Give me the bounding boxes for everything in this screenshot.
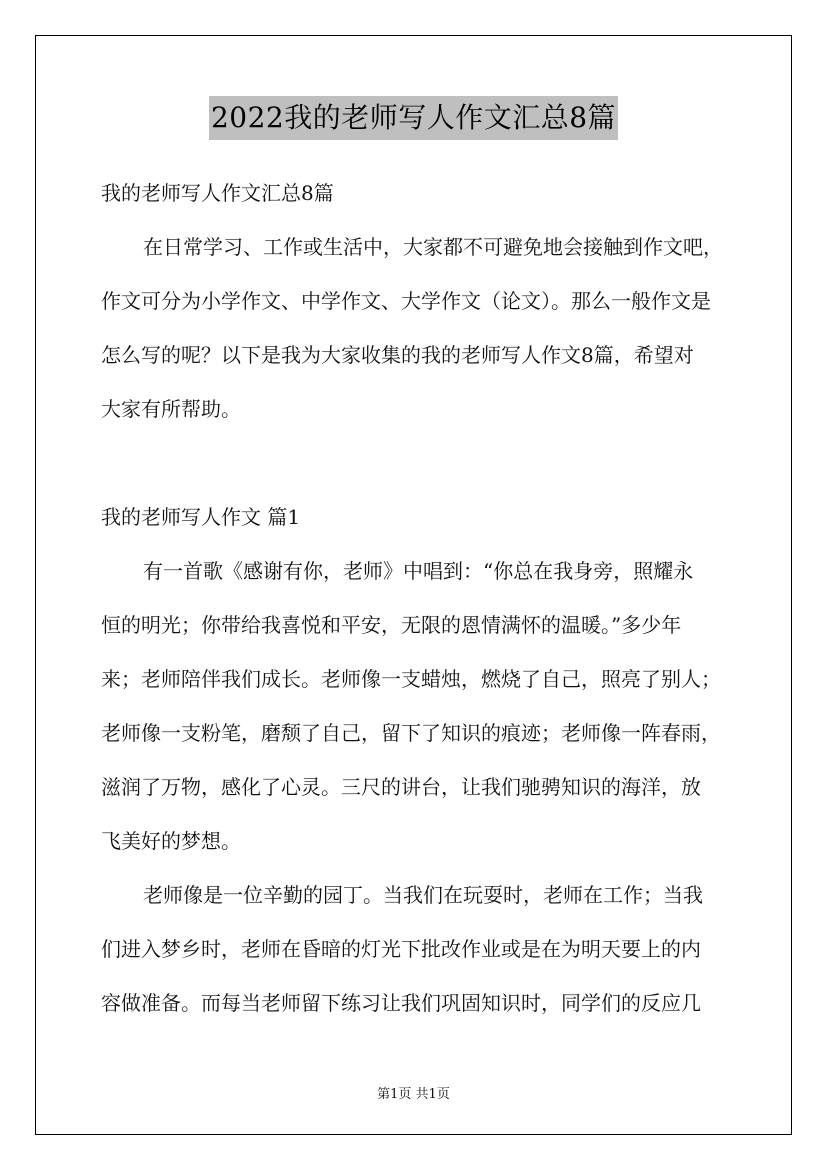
paragraph-line: 有一首歌《感谢有你，老师》中唱到：“你总在我身旁，照耀永 xyxy=(143,559,694,583)
page-number-footer: 第1页 共1页 xyxy=(377,1087,450,1102)
paragraph-line: 老师像一支粉笔，磨颓了自己，留下了知识的痕迹；老师像一阵春雨， xyxy=(101,721,721,745)
body-paragraph-1 xyxy=(101,544,728,868)
intro-line: 大家有所帮助。 xyxy=(101,397,241,421)
paragraph-spacer xyxy=(101,436,728,490)
paragraph-line: 老师像是一位辛勤的园丁。当我们在玩耍时，老师在工作；当我 xyxy=(143,883,703,907)
intro-line: 怎么写的呢？以下是我为大家收集的我的老师写人作文8篇，希望对 xyxy=(101,343,694,367)
paragraph-line: 来；老师陪伴我们成长。老师像一支蜡烛，燃烧了自己，照亮了别人； xyxy=(101,667,721,691)
paragraph-line: 容做准备。而每当老师留下练习让我们巩固知识时，同学们的反应几 xyxy=(101,991,701,1015)
paragraph-line: 滋润了万物，感化了心灵。三尺的讲台，让我们驰骋知识的海洋，放 xyxy=(101,775,701,799)
intro-paragraph xyxy=(101,220,728,436)
paragraph-line: 飞美好的梦想。 xyxy=(101,829,241,853)
intro-line: 作文可分为小学作文、中学作文、大学作文（论文）。那么一般作文是 xyxy=(101,289,711,313)
paragraph-line: 恒的明光；你带给我喜悦和平安，无限的恩情满怀的温暖。”多少年 xyxy=(101,613,682,637)
document-title: 2022我的老师写人作文汇总8篇 xyxy=(209,96,618,140)
intro-line: 在日常学习、工作或生活中，大家都不可避免地会接触到作文吧， xyxy=(143,235,723,259)
body-paragraph-2 xyxy=(101,868,728,1030)
section-heading: 我的老师写人作文 篇1 xyxy=(101,505,301,529)
document-subtitle: 我的老师写人作文汇总8篇 xyxy=(101,181,334,205)
paragraph-line: 们进入梦乡时，老师在昏暗的灯光下批改作业或是在为明天要上的内 xyxy=(101,937,701,961)
document-body xyxy=(101,166,728,1030)
title-container xyxy=(0,96,827,140)
